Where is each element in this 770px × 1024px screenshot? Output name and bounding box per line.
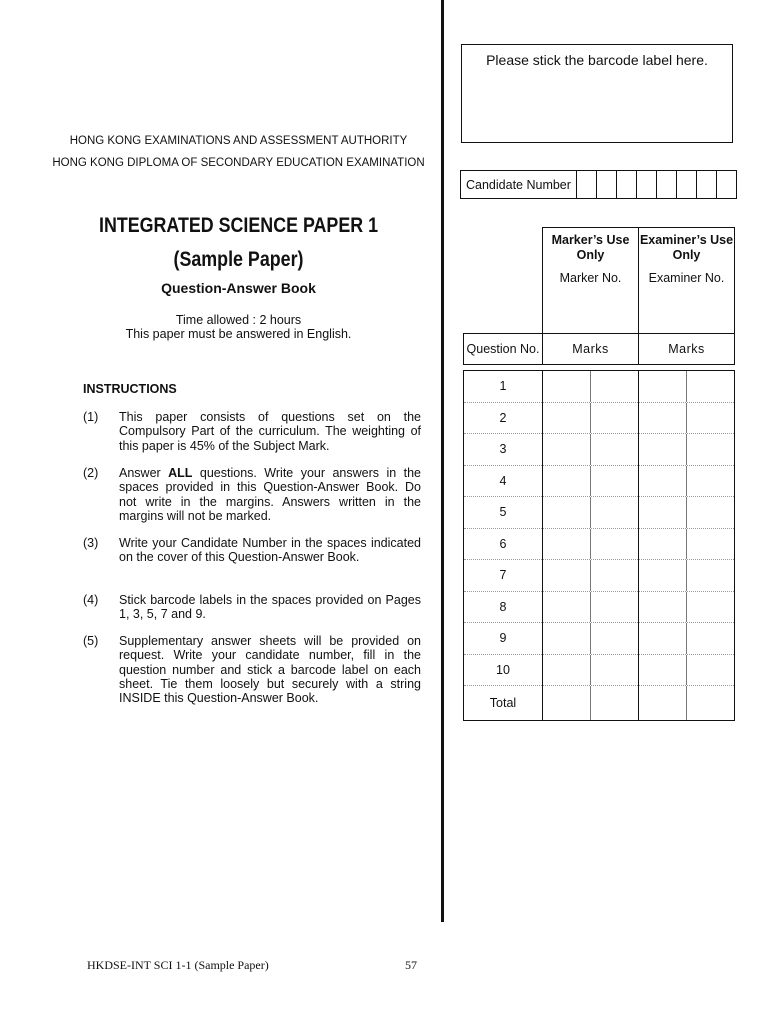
examiner-marks-cell[interactable] — [639, 497, 735, 529]
question-number: 4 — [464, 465, 543, 497]
marker-marks-header: Marks — [543, 334, 639, 365]
marker-no-label: Marker No. — [543, 268, 639, 334]
examiner-marks-cell[interactable] — [639, 402, 735, 434]
instructions-heading: INSTRUCTIONS — [83, 382, 177, 396]
instruction-item — [83, 536, 421, 565]
instruction-text: Answer ALL questions. Write your answers in the spaces provided in this Question-Answer Book. Do not write in the margins. Answers written in the margins will not be marked. — [119, 466, 421, 523]
instruction-item — [83, 593, 421, 622]
table-row — [464, 371, 735, 403]
candidate-number-label: Candidate Number — [461, 171, 577, 199]
candidate-digit-box[interactable] — [656, 171, 676, 199]
instruction-number: (3) — [83, 536, 99, 550]
instruction-item — [83, 634, 421, 705]
examiner-no-label: Examiner No. — [639, 268, 735, 334]
candidate-number-field[interactable] — [460, 170, 737, 199]
question-number: 2 — [464, 402, 543, 434]
footer-code: HKDSE-INT SCI 1-1 (Sample Paper) — [87, 958, 269, 972]
marker-marks-cell[interactable] — [543, 654, 639, 686]
candidate-digit-box[interactable] — [576, 171, 596, 199]
instruction-text: Stick barcode labels in the spaces provided on Pages 1, 3, 5, 7 and 9. — [119, 593, 421, 622]
marker-marks-cell[interactable] — [543, 591, 639, 623]
marker-marks-cell[interactable] — [543, 465, 639, 497]
exam-name: HONG KONG DIPLOMA OF SECONDARY EDUCATION EXAMINATION — [52, 157, 425, 169]
vertical-divider — [441, 0, 444, 922]
marker-marks-cell[interactable] — [543, 623, 639, 655]
emphasis-all: ALL — [168, 466, 193, 480]
exam-header — [36, 130, 441, 174]
language-note: This paper must be answered in English. — [125, 327, 352, 341]
examiner-marks-cell[interactable] — [639, 528, 735, 560]
instruction-number: (1) — [83, 410, 99, 424]
marker-marks-cell[interactable] — [543, 497, 639, 529]
examiner-marks-header: Marks — [639, 334, 735, 365]
instruction-number: (2) — [83, 466, 99, 480]
table-row — [464, 434, 735, 466]
marker-marks-cell[interactable] — [543, 402, 639, 434]
table-row — [464, 528, 735, 560]
table-row — [464, 497, 735, 529]
instruction-text: Write your Candidate Number in the spaces indicated on the cover of this Question-Answer Book. — [119, 536, 421, 565]
instruction-item — [83, 466, 421, 523]
question-no-header: Question No. — [464, 334, 543, 365]
barcode-label: Please stick the barcode label here. — [486, 52, 708, 68]
candidate-digit-box[interactable] — [716, 171, 736, 199]
instruction-text: This paper consists of questions set on the Compulsory Part of the curriculum. The weighting of this paper is 45% of the Subject Mark. — [119, 410, 421, 453]
question-number: 6 — [464, 528, 543, 560]
time-info — [36, 313, 441, 341]
examiner-marks-cell[interactable] — [639, 654, 735, 686]
question-number: 9 — [464, 623, 543, 655]
candidate-digit-box[interactable] — [696, 171, 716, 199]
time-allowed: Time allowed : 2 hours — [175, 313, 302, 327]
candidate-digit-box[interactable] — [636, 171, 656, 199]
question-number: 10 — [464, 654, 543, 686]
question-number: 3 — [464, 434, 543, 466]
instruction-number: (4) — [83, 593, 99, 607]
marker-marks-cell[interactable] — [543, 560, 639, 592]
table-row — [464, 560, 735, 592]
marker-marks-cell[interactable] — [543, 434, 639, 466]
instruction-number: (5) — [83, 634, 99, 648]
total-label: Total — [464, 686, 543, 721]
examiner-use-header: Examiner’s Use Only — [639, 228, 735, 269]
examiner-marks-cell[interactable] — [639, 465, 735, 497]
marks-table — [463, 227, 735, 721]
table-row — [464, 591, 735, 623]
examiner-marks-cell[interactable] — [639, 623, 735, 655]
marker-marks-cell[interactable] — [543, 371, 639, 403]
candidate-digit-box[interactable] — [596, 171, 616, 199]
table-row — [464, 402, 735, 434]
paper-subtitle: (Sample Paper) — [173, 248, 304, 271]
barcode-box — [461, 44, 733, 143]
page-number: 57 — [405, 958, 417, 972]
candidate-digit-box[interactable] — [616, 171, 636, 199]
instruction-text: Supplementary answer sheets will be provided on request. Write your candidate number, fill in the question number and stick a barcode label on each sheet. Tie them loosely but securely with a string INSIDE this Question-Answer Book. — [119, 634, 421, 706]
examiner-marks-cell[interactable] — [639, 560, 735, 592]
marker-total-cell[interactable] — [543, 686, 639, 721]
table-row — [464, 623, 735, 655]
authority-name: HONG KONG EXAMINATIONS AND ASSESSMENT AUTHORITY — [69, 135, 408, 147]
examiner-total-cell[interactable] — [639, 686, 735, 721]
book-title: Question-Answer Book — [161, 280, 316, 296]
examiner-marks-cell[interactable] — [639, 371, 735, 403]
question-number: 5 — [464, 497, 543, 529]
candidate-digit-box[interactable] — [676, 171, 696, 199]
examiner-marks-cell[interactable] — [639, 434, 735, 466]
question-number: 1 — [464, 371, 543, 403]
total-row — [464, 686, 735, 721]
question-number: 8 — [464, 591, 543, 623]
question-number: 7 — [464, 560, 543, 592]
table-row — [464, 465, 735, 497]
marker-use-header: Marker’s Use Only — [543, 228, 639, 269]
paper-title: INTEGRATED SCIENCE PAPER 1 — [98, 214, 379, 237]
table-row — [464, 654, 735, 686]
instruction-item — [83, 410, 421, 453]
marker-marks-cell[interactable] — [543, 528, 639, 560]
examiner-marks-cell[interactable] — [639, 591, 735, 623]
